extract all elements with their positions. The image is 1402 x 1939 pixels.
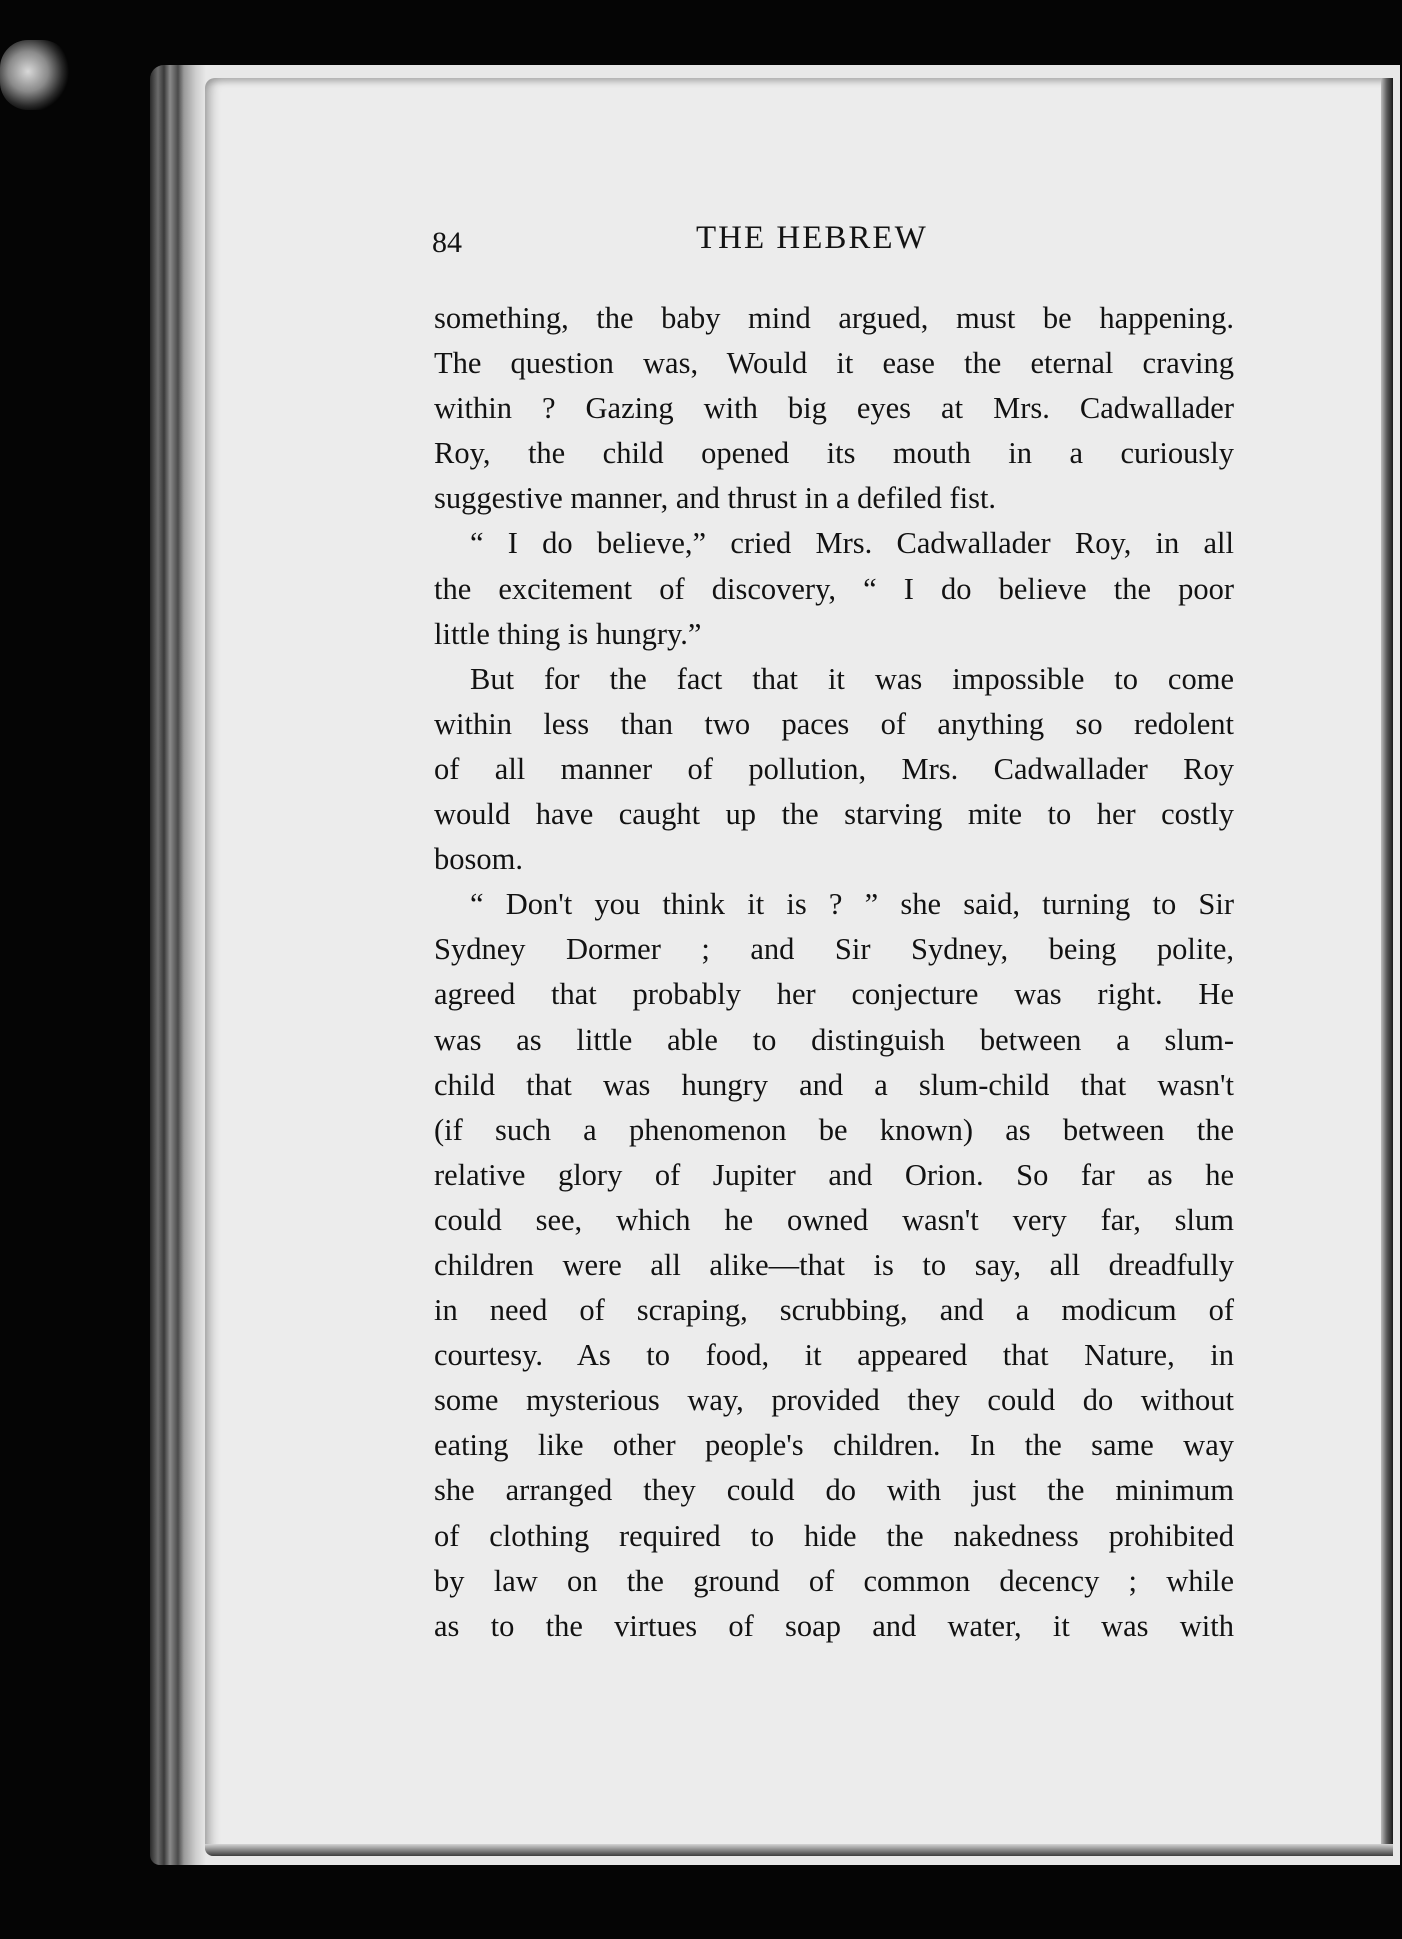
- text-line: Roy, the child opened its mouth in a curiously: [434, 436, 1234, 471]
- page-number: 84: [432, 226, 462, 259]
- text-line: of clothing required to hide the nakedness prohibited: [434, 1518, 1234, 1553]
- text-line: by law on the ground of common decency ; while: [434, 1563, 1234, 1598]
- text-line: agreed that probably her conjecture was right. He: [434, 977, 1234, 1012]
- text-line: something, the baby mind argued, must be happening.: [434, 301, 1234, 335]
- text-line: the excitement of discovery, “ I do believe the poor: [434, 571, 1234, 606]
- text-line: child that was hungry and a slum-child that wasn't: [434, 1067, 1234, 1102]
- text-line: within less than two paces of anything so redolent: [434, 706, 1234, 741]
- scan-artifact: [0, 40, 70, 110]
- body-text: [434, 296, 1234, 1649]
- running-head: [432, 220, 1232, 270]
- page-gutter-shadow: [1381, 78, 1393, 1856]
- text-line: was as little able to distinguish between a slum-: [434, 1022, 1234, 1057]
- book-title: THE HEBREW: [696, 220, 928, 256]
- text-line: courtesy. As to food, it appeared that Nature, in: [434, 1338, 1234, 1373]
- text-line: suggestive manner, and thrust in a defiled fist.: [434, 481, 997, 516]
- text-line: would have caught up the starving mite to her costly: [434, 797, 1234, 832]
- text-line: in need of scraping, scrubbing, and a modicum of: [434, 1293, 1234, 1328]
- text-line: eating like other people's children. In the same way: [434, 1428, 1234, 1463]
- text-line: “ I do believe,” cried Mrs. Cadwallader Roy, in all: [470, 526, 1234, 561]
- text-line: children were all alike—that is to say, all dreadfully: [434, 1247, 1234, 1282]
- text-line: (if such a phenomenon be known) as between the: [434, 1112, 1234, 1147]
- text-line: she arranged they could do with just the minimum: [434, 1473, 1234, 1508]
- text-line: little thing is hungry.”: [434, 616, 702, 651]
- text-line: bosom.: [434, 842, 523, 877]
- page-bottom-shadow: [205, 1844, 1393, 1856]
- text-line: “ Don't you think it is ? ” she said, turning to Sir: [470, 887, 1234, 922]
- text-line: within ? Gazing with big eyes at Mrs. Cadwallader: [434, 391, 1234, 426]
- text-line: But for the fact that it was impossible to come: [470, 661, 1234, 696]
- text-line: as to the virtues of soap and water, it was with: [434, 1608, 1234, 1643]
- text-line: Sydney Dormer ; and Sir Sydney, being polite,: [434, 932, 1234, 967]
- text-line: some mysterious way, provided they could do without: [434, 1383, 1234, 1418]
- text-line: of all manner of pollution, Mrs. Cadwallader Roy: [434, 751, 1234, 786]
- text-line: relative glory of Jupiter and Orion. So far as he: [434, 1157, 1234, 1192]
- text-line: The question was, Would it ease the eternal craving: [434, 346, 1234, 381]
- text-line: could see, which he owned wasn't very far, slum: [434, 1202, 1234, 1237]
